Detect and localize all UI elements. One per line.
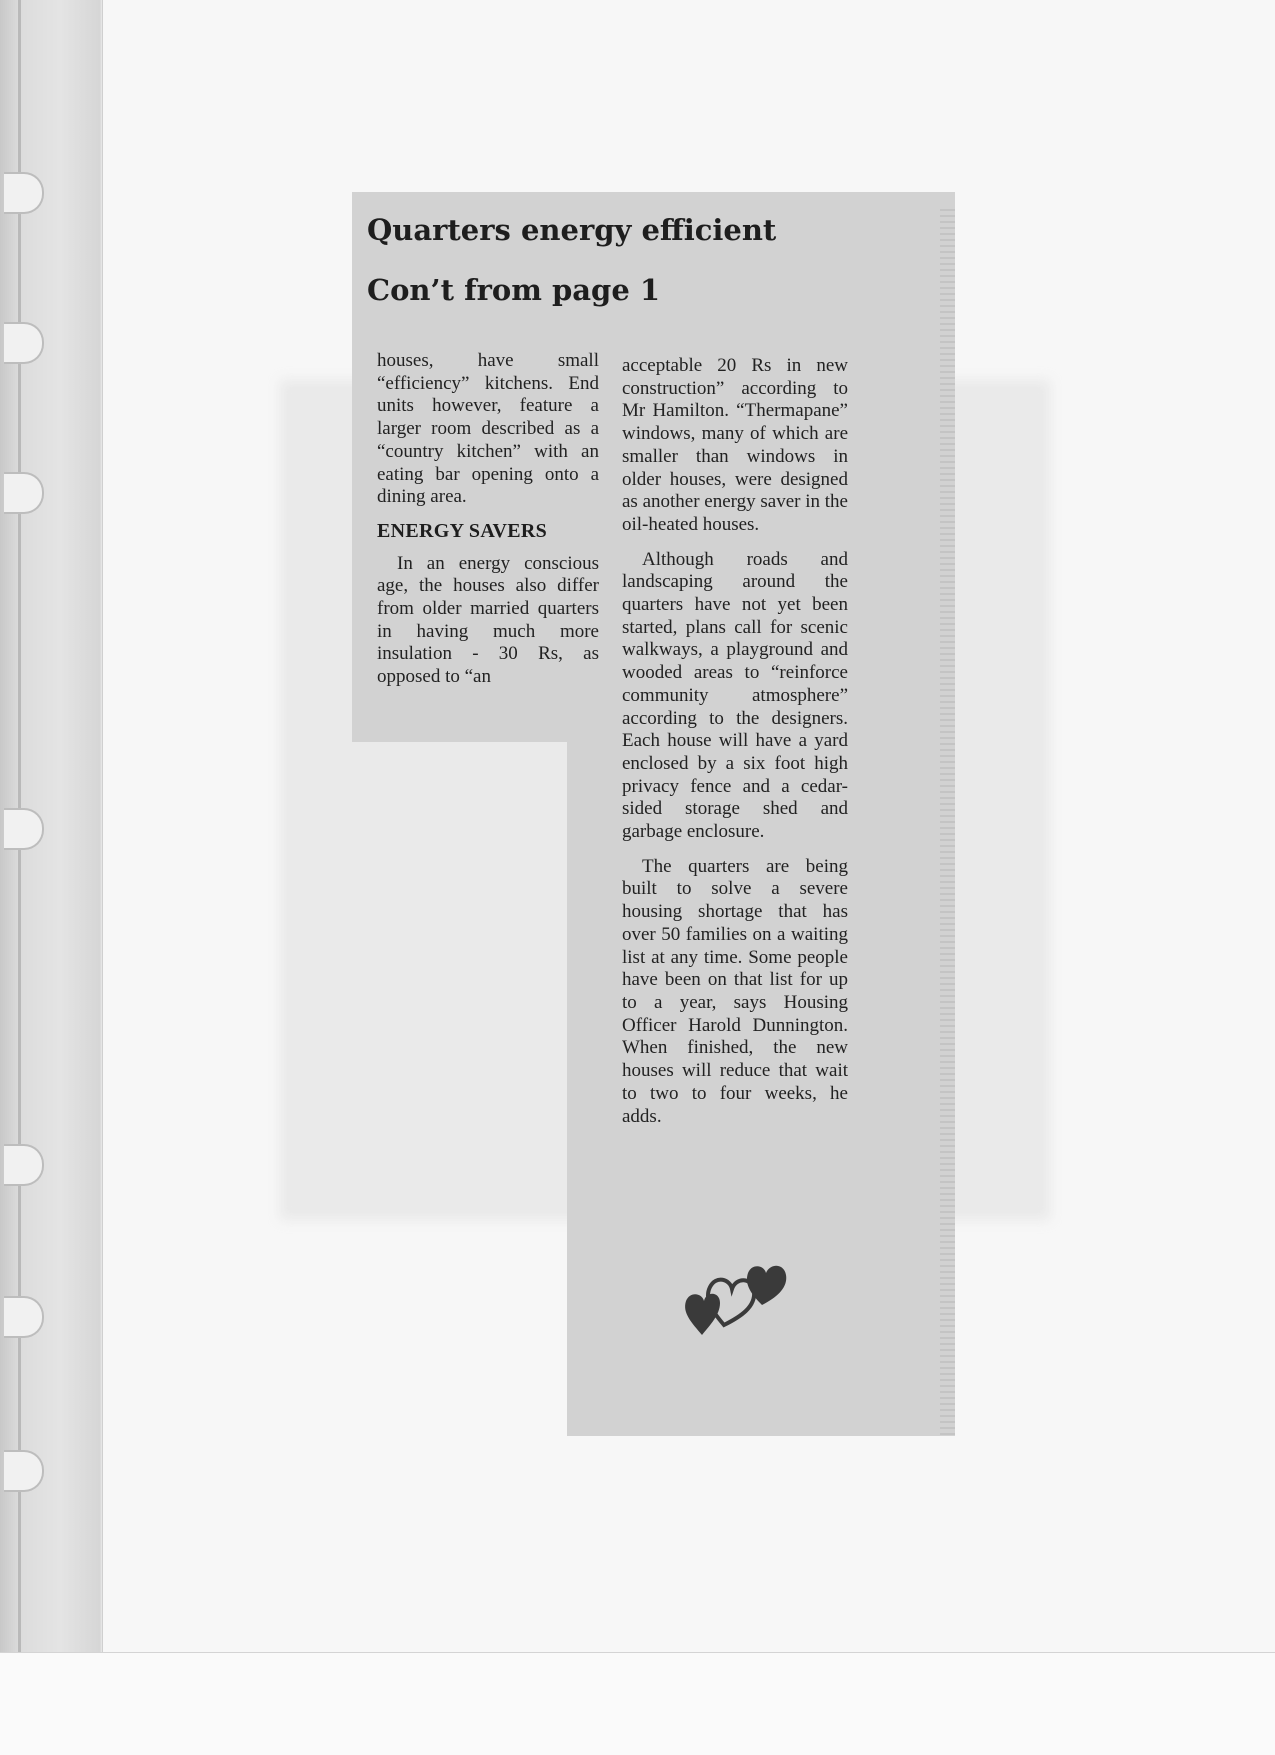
paragraph: In an energy conscious age, the houses also differ from older married quarters in having much more insulation - 30 Rs, as opposed to “an	[377, 552, 599, 688]
article-column-left	[377, 350, 599, 689]
article-headline: Quarters energy efficient	[367, 213, 777, 247]
punch-hole	[4, 322, 44, 364]
continuation-line: Con’t from page 1	[367, 273, 661, 307]
sheet-protector-strip	[0, 0, 103, 1652]
paragraph: The quarters are being built to solve a severe housing shortage that has over 50 families on a waiting list at any time. Some people have been on that list for up to a year, says Housing Officer Harold Dunnington. When finished, the new houses will reduce that wait to two to four weeks, he adds.	[622, 855, 848, 1127]
punch-hole	[4, 1450, 44, 1492]
punch-hole	[4, 1296, 44, 1338]
page-bottom-margin	[0, 1652, 1275, 1755]
punch-hole	[4, 472, 44, 514]
section-subhead: ENERGY SAVERS	[377, 519, 548, 542]
punch-hole	[4, 172, 44, 214]
article-column-right	[622, 355, 848, 1128]
punch-hole	[4, 808, 44, 850]
clipping-torn-edge	[940, 205, 955, 1436]
punch-hole	[4, 1144, 44, 1186]
paragraph: houses, have small “efficiency” kitchens. End units however, feature a larger room described as a “country kitchen” with an eating bar opening onto a dining area.	[377, 350, 599, 508]
paragraph: Although roads and landscaping around the quarters have not yet been started, plans call for scenic walkways, a playground and wooded areas to “reinforce community atmosphere” according to the designers. Each house will have a yard enclosed by a six foot high privacy fence and a cedar-sided storage shed and garbage enclosure.	[622, 548, 848, 843]
hearts-icon	[682, 1255, 797, 1335]
paragraph: acceptable 20 Rs in new construction” according to Mr Hamilton. “Thermapane” windows, many of which are smaller than windows in older houses, were designed as another energy saver in the oil-heated houses.	[622, 355, 848, 535]
